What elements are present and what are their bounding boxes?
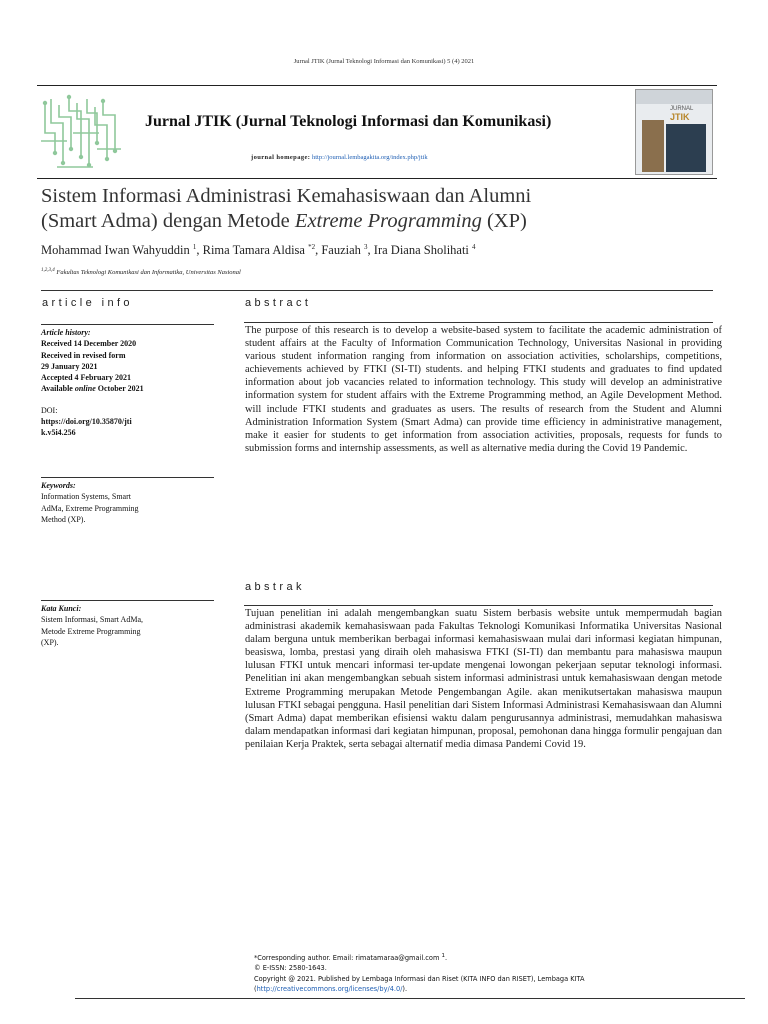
copyright: Copyright @ 2021. Published by Lembaga Informasi dan Riset (KITA INFO dan RISET), Lembaga KITA [254, 974, 585, 983]
paper-title-line1: Sistem Informasi Administrasi Kemahasiswaan dan Alumni [41, 185, 532, 207]
cover-title-main: JTIK [670, 112, 690, 122]
abstract-body: The purpose of this research is to develop a website-based system to facilitate the academic administration of student affairs at the Faculty of Information Communication Technology, Universitas Nasional in providing various student information ranging from information on association activities, scholarships, competitions, achievements achieved by FTKI (SI-TI) students. and helping FTKI students and graduates to find updated information about job vacancies related to information technology. This study will develop an administrative information system for student affairs with the Extreme Programming method, an Agile Development Method. will include FTKI students and graduates as users. The results of research from the Student and Alumni Administration Information System (Smart Adma) can provide time efficiency in administrative management, make it easier for students to get information from association activities, proposals, requests for funds to submission forms and internship assessments, as well as alternative media during the Covid 19 Pandemic. [245, 325, 722, 454]
divider [244, 322, 713, 323]
homepage-label: journal homepage: [251, 154, 311, 161]
divider [41, 290, 713, 291]
kata-kunci-block [41, 600, 214, 648]
history-revised-date: 29 January 2021 [41, 361, 98, 371]
abstrak-heading: abstrak [245, 581, 305, 593]
keyword-line: AdMa, Extreme Programming [41, 503, 139, 513]
cover-title [670, 106, 693, 122]
doi-block [41, 405, 214, 439]
license-link[interactable]: http://creativecommons.org/licenses/by/4.0/ [256, 984, 403, 993]
abstract-heading: abstract [245, 297, 312, 309]
paper-title [41, 184, 641, 234]
affiliation: $^{1,2,3,4}$ Fakultas Teknologi Komunikasi dan Informatika, Universitas Nasional [41, 268, 241, 277]
divider [41, 324, 214, 325]
banner-top-rule [37, 85, 717, 86]
history-available: Available online October 2021 [41, 384, 144, 394]
cover-title-top: JURNAL [670, 106, 694, 112]
license: (http://creativecommons.org/licenses/by/4.0/). [254, 984, 408, 993]
doi-link[interactable]: https://doi.org/10.35870/jti [41, 417, 132, 427]
author-name: Ira Diana Sholihati [373, 243, 469, 258]
divider [75, 998, 745, 999]
author-list: Mohammad Iwan Wahyuddin $^1$, Rima Tamara Aldisa $^{*2}$, Fauziah $^3$, Ira Diana Sholihati $^4$ [41, 243, 476, 258]
paper-title-line2: (Smart Adma) dengan Metode Extreme Programming (XP) [41, 210, 527, 232]
banner-bottom-rule [37, 178, 717, 179]
kata-kunci-label: Kata Kunci: [41, 604, 82, 613]
kata-kunci-line: (XP). [41, 637, 59, 647]
kata-kunci-line: Metode Extreme Programming [41, 626, 141, 636]
keyword-line: Method (XP). [41, 514, 86, 524]
abstrak-body: Tujuan penelitian ini adalah mengembangkan suatu Sistem berbasis website untuk mempermudah bagian administrasi akademik kemahasiswaan pada Fakultas Teknologi Komunikasi Informatika Universitas Nasional dalam berguna untuk memberikan berbagai informasi kemahasiswaan mulai dari informasi kegiatan himpunan, beasiswa, lomba, prestasi yang diraih oleh mahasiswa FTKI (SI-TI) dan membantu para mahasiswa maupun lulusan FTKI untuk mencari informasi ter-update mengenai lowongan pekerjaan seputar teknologi informasi. Penelitian ini akan mengembangkan sebuah sistem informasi administrasi untuk kemahasiswaan dengan metode Extreme Programming merupakan Metode Pengembangan Agile. akan menikutsertakan mahasiswa maupun lulusan FTKI sebagai pengguna. Hasil penelitian dari Sistem Informasi Administrasi Kemahasiswaan dan Alumni (Smart Adma) dapat memberikan efisiensi waktu dalam pengurusannya administrasi, memudahkan mahasiswa dalam mendapatkan informasi dari kegiatan himpunan, proposal, pemohonan dana hingga formulir pengajuan dan penilaian Kerja Praktek, serta sebagai alternatif media dimasa Pandemi Covid 19. [245, 608, 722, 750]
kata-kunci-line: Sistem Informasi, Smart AdMa, [41, 615, 143, 625]
keywords-label: Keywords: [41, 481, 76, 490]
cover-band [636, 90, 712, 104]
author-name: Mohammad Iwan Wahyuddin [41, 243, 190, 258]
footnotes [254, 951, 714, 994]
journal-banner [37, 85, 717, 181]
corresponding-author: *Corresponding author. Email: rimatamaraa@gmail.com $^1$. [254, 953, 448, 963]
journal-homepage [251, 154, 428, 161]
author-name: Rima Tamara Aldisa [202, 243, 305, 258]
history-accepted: Accepted 4 February 2021 [41, 373, 131, 383]
article-info-heading: article info [42, 297, 133, 309]
journal-title: Jurnal JTIK (Jurnal Teknologi Informasi dan Komunikasi) [145, 113, 552, 130]
divider [41, 600, 214, 601]
doi-label: DOI: [41, 405, 58, 415]
eissn: © E-ISSN: 2580-1643. [254, 964, 327, 973]
running-head: Jurnal JTIK (Jurnal Teknologi Informasi dan Komunikasi) 5 (4) 2021 [293, 58, 475, 65]
article-history-block [41, 324, 214, 439]
history-received: Received 14 December 2020 [41, 339, 137, 349]
keywords-block [41, 477, 214, 525]
author-name: Fauziah [321, 243, 361, 258]
homepage-link[interactable]: http://journal.lembagakita.org/index.php/jtik [311, 154, 428, 161]
circuit-logo-icon [37, 93, 127, 173]
history-revised: Received in revised form [41, 350, 126, 360]
cover-panel [666, 124, 706, 172]
cover-photo [642, 120, 664, 172]
divider [244, 605, 713, 606]
article-history-label: Article history: [41, 328, 91, 337]
keyword-line: Information Systems, Smart [41, 492, 131, 502]
journal-cover-thumbnail [635, 89, 713, 175]
divider [41, 477, 214, 478]
doi-link-cont[interactable]: k.v5i4.256 [41, 428, 76, 438]
